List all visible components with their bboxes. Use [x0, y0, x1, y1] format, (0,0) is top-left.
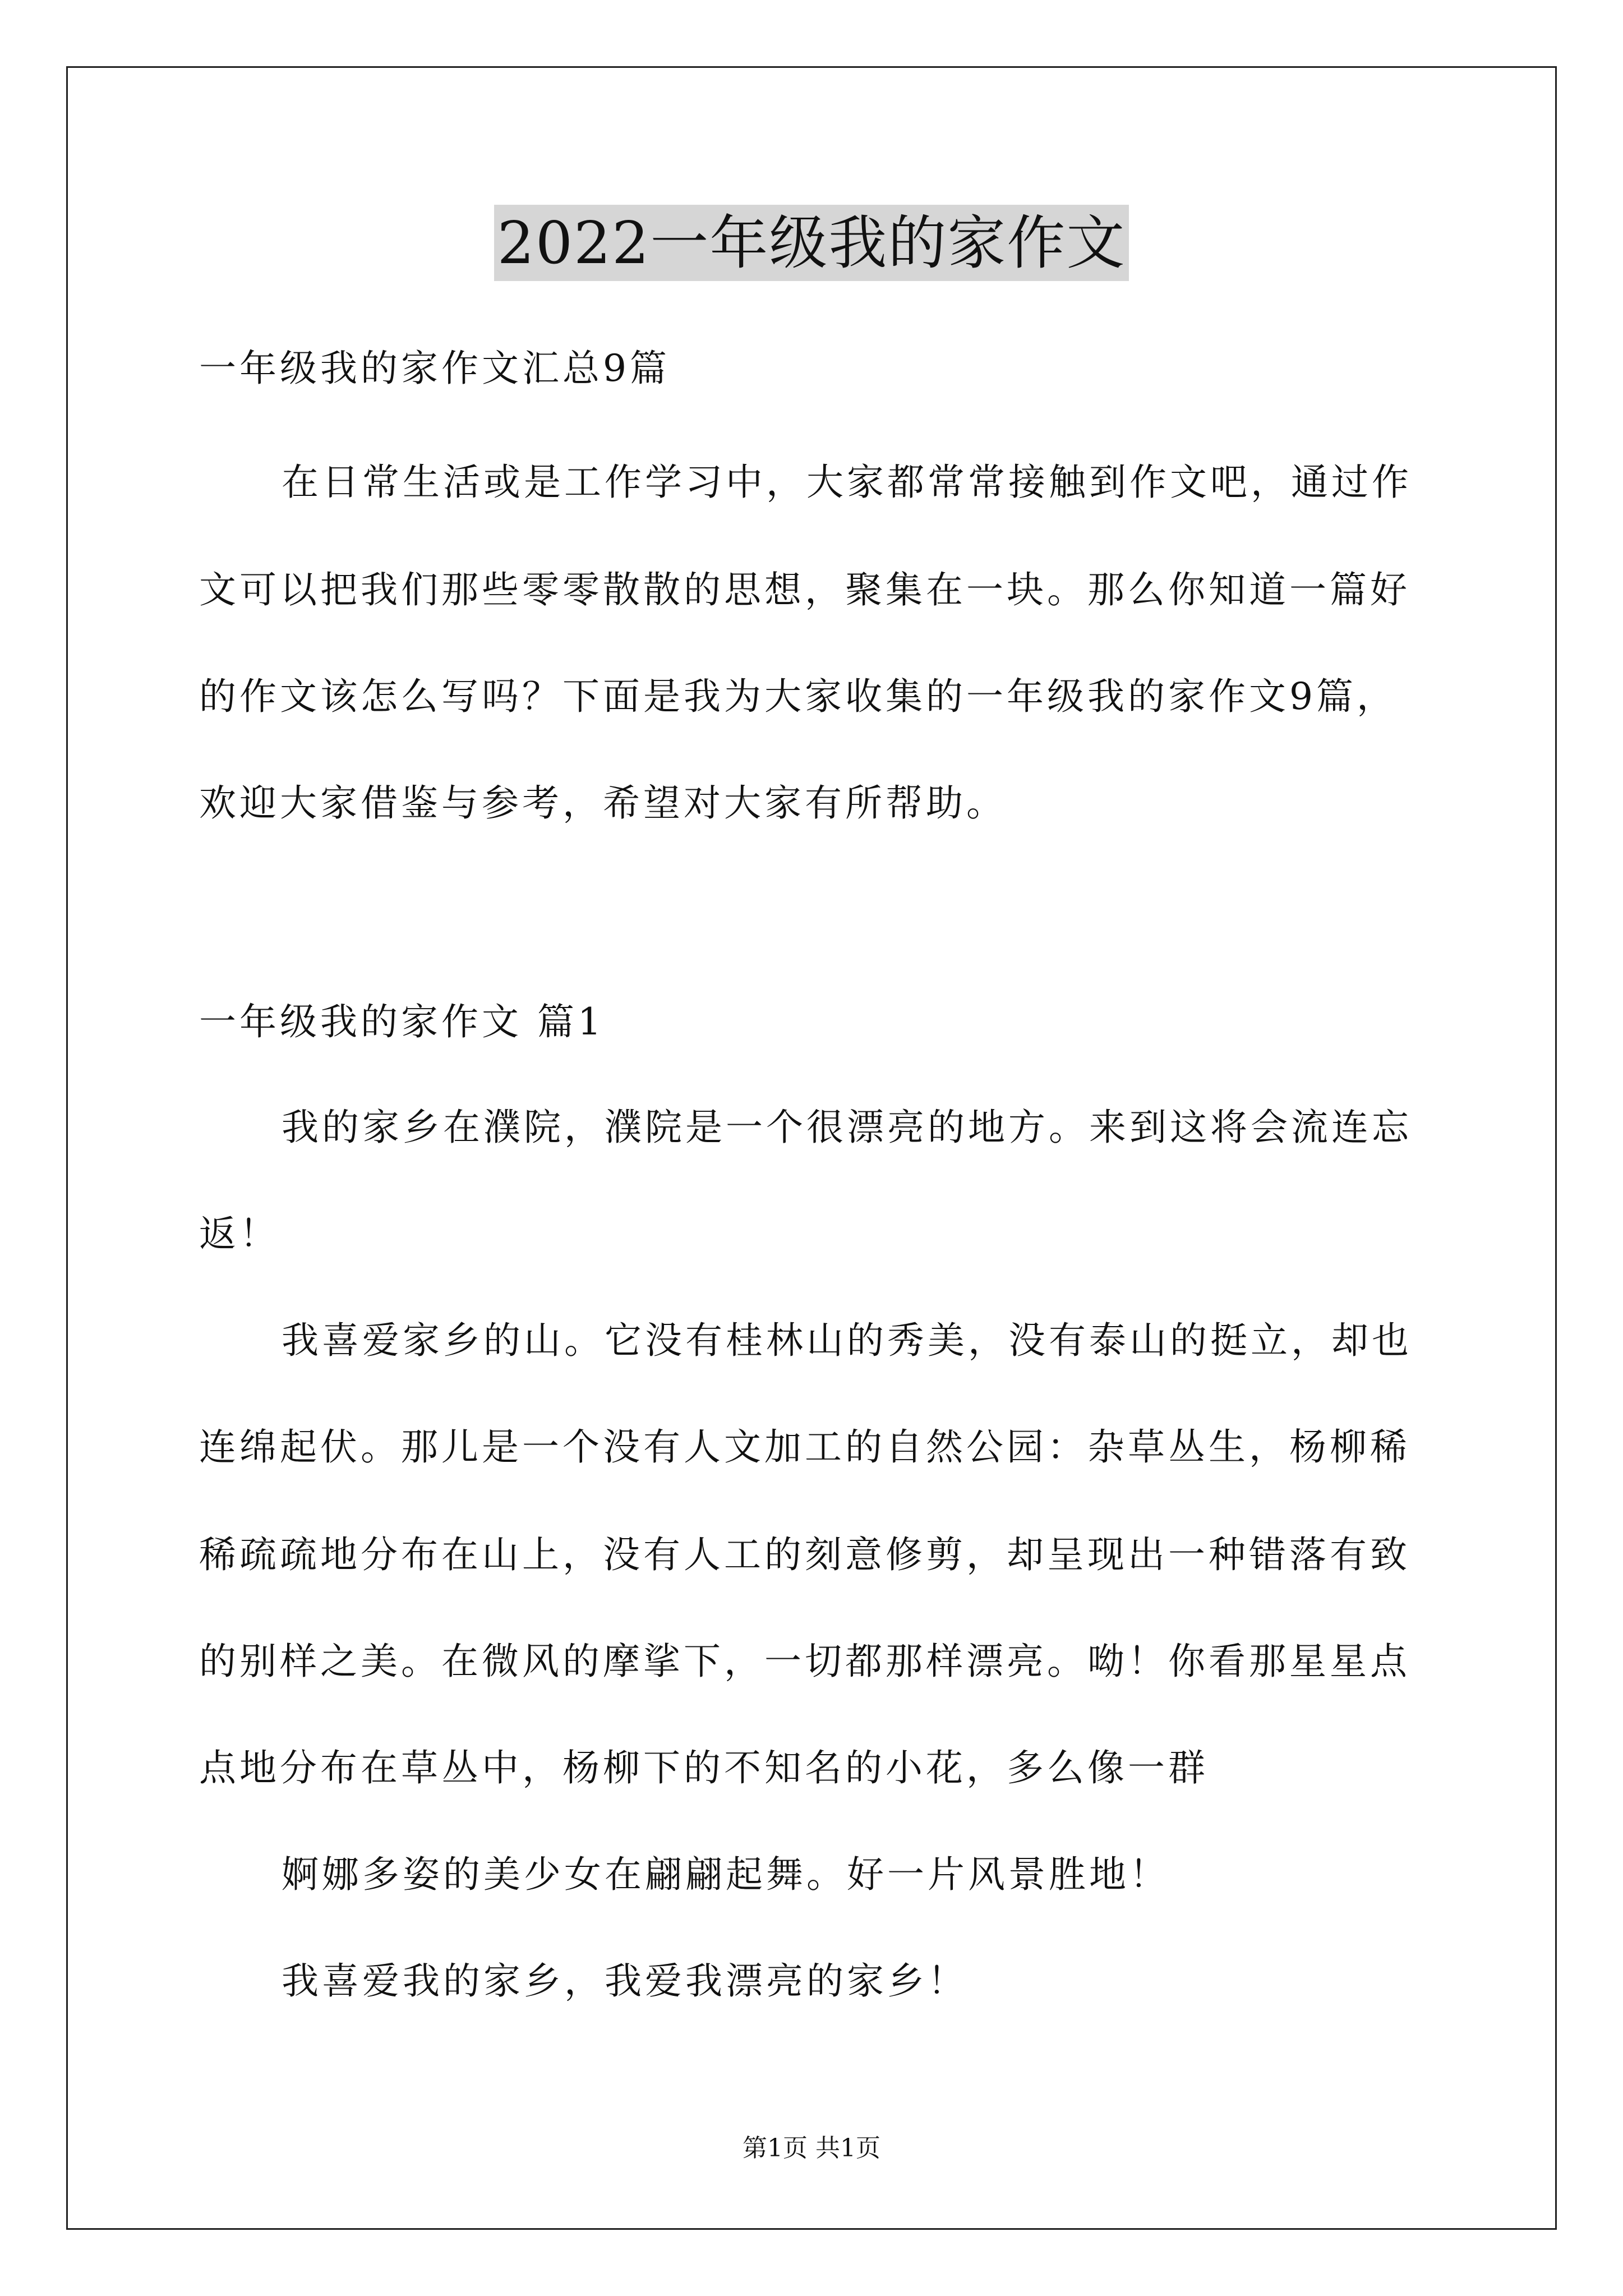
intro-line: 的作文该怎么写吗？下面是我为大家收集的一年级我的家作文9篇，: [199, 675, 1397, 718]
body-line: 婀娜多姿的美少女在翩翩起舞。好一片风景胜地！: [282, 1853, 1170, 1896]
body-line: 连绵起伏。那儿是一个没有人文加工的自然公园：杂草丛生，杨柳稀: [199, 1425, 1410, 1469]
body-line: 的别样之美。在微风的摩挲下，一切都那样漂亮。呦！你看那星星点: [199, 1640, 1410, 1683]
intro-line: 在日常生活或是工作学习中，大家都常常接触到作文吧，通过作: [282, 461, 1412, 504]
subtitle: 一年级我的家作文汇总9篇: [199, 347, 670, 390]
body-line: 返！: [199, 1212, 280, 1255]
intro-line: 文可以把我们那些零零散散的思想，聚集在一块。那么你知道一篇好: [199, 568, 1410, 611]
section-heading: 一年级我的家作文 篇1: [199, 1000, 605, 1043]
title-container: [0, 205, 1623, 281]
body-line: 我的家乡在濮院，濮院是一个很漂亮的地方。来到这将会流连忘: [282, 1106, 1412, 1149]
intro-line: 欢迎大家借鉴与参考，希望对大家有所帮助。: [199, 781, 1007, 825]
body-line: 我喜爱我的家乡，我爱我漂亮的家乡！: [282, 1959, 968, 2003]
body-line: 稀疏疏地分布在山上，没有人工的刻意修剪，却呈现出一种错落有致: [199, 1533, 1410, 1576]
page-footer: 第1页 共1页: [743, 2134, 880, 2162]
body-line: 点地分布在草丛中，杨柳下的不知名的小花，多么像一群: [199, 1746, 1209, 1789]
body-line: 我喜爱家乡的山。它没有桂林山的秀美，没有泰山的挺立，却也: [282, 1319, 1412, 1362]
document-title: 2022一年级我的家作文: [494, 205, 1129, 281]
